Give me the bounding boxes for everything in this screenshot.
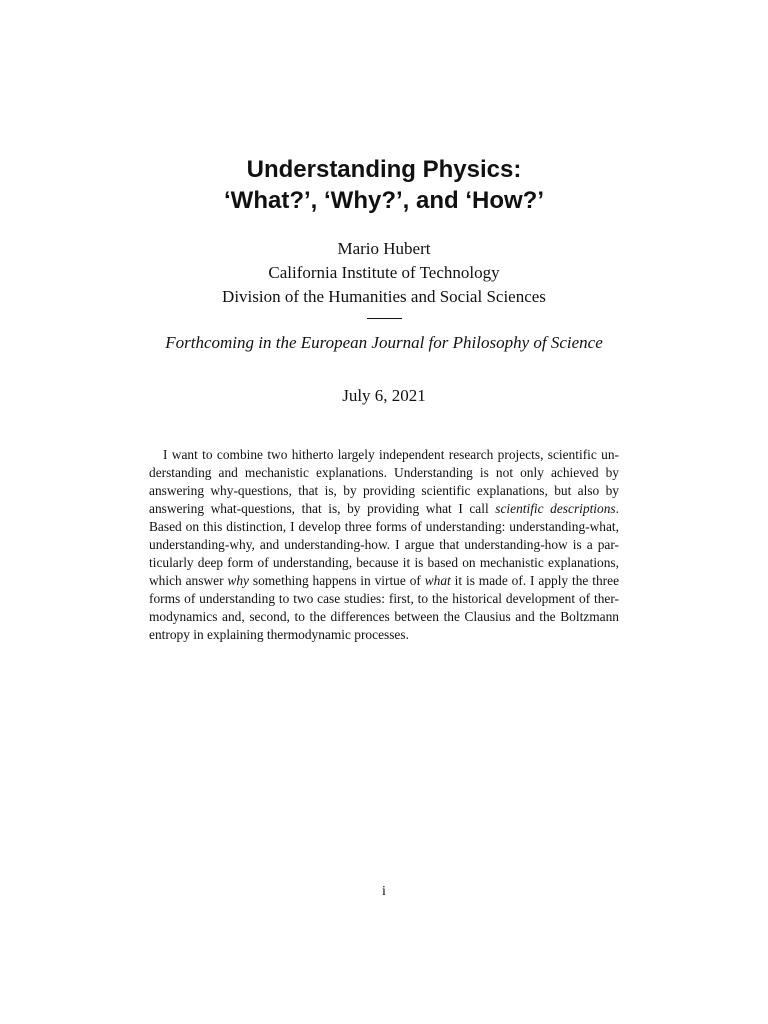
abstract-emphasis: scientific descriptions [495,501,616,516]
abstract-line [149,500,619,518]
abstract [149,446,619,644]
abstract-line: I want to combine two hitherto largely independent research projects, scientific un- [163,447,619,462]
abstract-text: answering what-questions, that is, by providing what I call [149,501,496,516]
abstract-emphasis: what [424,573,451,588]
abstract-line: Based on this distinction, I develop three forms of understanding: understanding-what, [149,519,619,534]
paper-title-line-2: ‘What?’, ‘Why?’, and ‘How?’ [224,187,544,214]
paper-title-line-1: Understanding Physics: [246,156,522,183]
abstract-text: . [615,501,619,516]
abstract-line: entropy in explaining thermodynamic processes. [149,627,409,642]
separator-rule [367,318,402,319]
abstract-line: modynamics and, second, to the differences between the Clausius and the Boltzmann [149,609,619,624]
paper-date: July 6, 2021 [342,386,426,405]
abstract-line: answering why-questions, that is, by providing scientific explanations, but also by [149,483,619,498]
forthcoming-note: Forthcoming in the European Journal for Philosophy of Science [165,333,603,352]
abstract-text: something happens in virtue of [248,573,425,588]
abstract-line: understanding-why, and understanding-how. I argue that understanding-how is a par- [149,537,619,552]
abstract-text: which answer [149,573,228,588]
abstract-line: forms of understanding to two case studies: first, to the historical development of ther- [149,591,619,606]
author-affiliation-division: Division of the Humanities and Social Sciences [222,287,546,306]
abstract-line: ticularly deep form of understanding, because it is based on mechanistic explanations, [149,555,619,570]
abstract-line [149,572,619,590]
abstract-line: derstanding and mechanistic explanations. Understanding is not only achieved by [149,465,619,480]
abstract-text: it is made of. I apply the three [450,573,620,588]
author-affiliation-institution: California Institute of Technology [268,263,500,282]
author-name: Mario Hubert [337,239,431,258]
abstract-emphasis: why [227,573,249,588]
page-number: i [382,884,386,899]
